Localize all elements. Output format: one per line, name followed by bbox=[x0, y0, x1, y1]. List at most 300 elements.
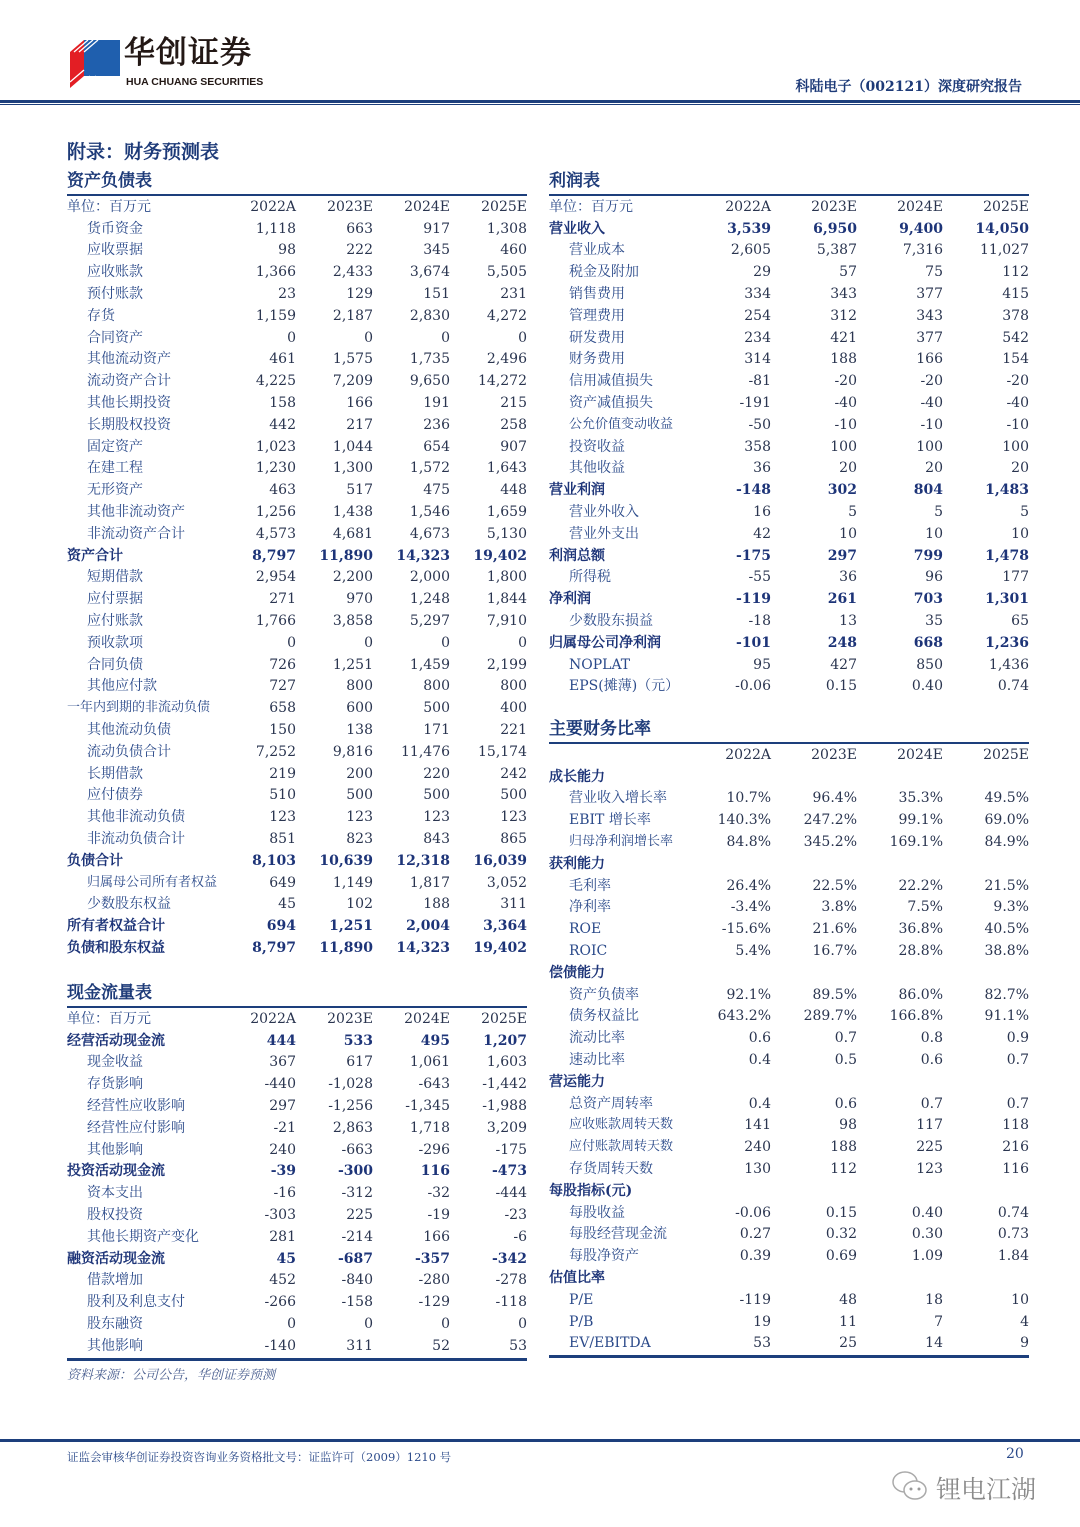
cell-value: 0 bbox=[364, 329, 373, 346]
cell-value: 14,323 bbox=[396, 547, 450, 564]
cell-value: 10 bbox=[1011, 1291, 1029, 1308]
cell-value: 4,681 bbox=[332, 525, 373, 542]
column-header: 2024E bbox=[404, 198, 450, 215]
cell-value: -1,345 bbox=[405, 1098, 450, 1115]
cell-value: 0.9 bbox=[1006, 1030, 1029, 1047]
row-label: 经营活动现金流 bbox=[67, 1032, 165, 1049]
footer-divider bbox=[0, 1439, 1080, 1442]
cell-value: 7,910 bbox=[486, 613, 527, 630]
row-label: EBIT 增长率 bbox=[569, 812, 651, 829]
table-row bbox=[67, 806, 527, 828]
cell-value: 1,207 bbox=[483, 1032, 527, 1049]
cell-value: 703 bbox=[913, 591, 943, 608]
table-row bbox=[67, 1204, 527, 1226]
table-row bbox=[67, 937, 527, 959]
row-label: 每股收益 bbox=[569, 1204, 625, 1221]
table-row bbox=[549, 1245, 1029, 1267]
cell-value: 1,572 bbox=[409, 460, 450, 477]
cell-value: 20 bbox=[1011, 460, 1029, 477]
table-header-row bbox=[67, 1008, 527, 1030]
cell-value: 0.69 bbox=[825, 1248, 857, 1265]
table-row bbox=[549, 875, 1029, 897]
cell-value: 45 bbox=[278, 896, 296, 913]
cell-value: 86.0% bbox=[898, 986, 943, 1003]
cell-value: 188 bbox=[830, 351, 857, 368]
cell-value: 9.3% bbox=[993, 899, 1029, 916]
row-label: 合同负债 bbox=[87, 656, 143, 673]
logo-text: 华创证券 bbox=[124, 35, 252, 71]
cell-value: 517 bbox=[346, 482, 373, 499]
cell-value: -81 bbox=[748, 373, 771, 390]
cell-value: -444 bbox=[495, 1185, 527, 1202]
table-row bbox=[549, 1093, 1029, 1115]
cell-value: 0.6 bbox=[920, 1052, 943, 1069]
cell-value: 0.7 bbox=[1006, 1095, 1029, 1112]
cell-value: 3,539 bbox=[727, 220, 771, 237]
cell-value: 358 bbox=[744, 438, 771, 455]
table-row bbox=[67, 1270, 527, 1292]
cell-value: -342 bbox=[491, 1250, 527, 1267]
table-row bbox=[67, 1095, 527, 1117]
table-row bbox=[67, 414, 527, 436]
cell-value: -20 bbox=[1006, 373, 1029, 390]
cell-value: -16 bbox=[273, 1185, 296, 1202]
cell-value: -20 bbox=[834, 373, 857, 390]
cell-value: -19 bbox=[427, 1207, 450, 1224]
cell-value: 281 bbox=[269, 1228, 296, 1245]
row-label: 短期借款 bbox=[87, 569, 143, 586]
table-row bbox=[67, 1335, 527, 1357]
cell-value: 14,050 bbox=[975, 220, 1029, 237]
table-row bbox=[67, 588, 527, 610]
table-row bbox=[549, 853, 1029, 875]
section-title: 现金流量表 bbox=[67, 983, 152, 1003]
row-label: 预付账款 bbox=[87, 286, 143, 303]
column-header: 2025E bbox=[983, 198, 1029, 215]
table-row bbox=[67, 785, 527, 807]
table-row bbox=[67, 567, 527, 589]
cell-value: 5,130 bbox=[486, 525, 527, 542]
cell-value: 7,252 bbox=[255, 743, 296, 760]
wechat-icon bbox=[890, 1468, 930, 1511]
cell-value: 1,546 bbox=[409, 504, 450, 521]
cell-value: 14 bbox=[925, 1335, 943, 1352]
row-label: 营业成本 bbox=[569, 242, 625, 259]
row-label: 其他流动资产 bbox=[87, 351, 171, 368]
cell-value: 221 bbox=[500, 722, 527, 739]
cell-value: 19 bbox=[753, 1313, 771, 1330]
table-row bbox=[549, 349, 1029, 371]
row-label: 每股净资产 bbox=[569, 1248, 639, 1265]
table-row bbox=[549, 240, 1029, 262]
cell-value: 166.8% bbox=[889, 1008, 943, 1025]
table-row bbox=[549, 897, 1029, 919]
row-label: 股利及利息支付 bbox=[87, 1294, 185, 1311]
cell-value: 130 bbox=[744, 1161, 771, 1178]
cell-value: -101 bbox=[735, 634, 771, 651]
report-title: 科陆电子（002121）深度研究报告 bbox=[795, 79, 1022, 95]
cell-value: -10 bbox=[1006, 416, 1029, 433]
cell-value: 850 bbox=[916, 656, 943, 673]
column-header: 2023E bbox=[811, 198, 857, 215]
cell-value: 367 bbox=[269, 1054, 296, 1071]
cell-value: 1,366 bbox=[255, 264, 296, 281]
table-row bbox=[67, 218, 527, 240]
row-label: 资产负债率 bbox=[569, 986, 639, 1003]
column-header: 2022A bbox=[725, 198, 771, 215]
cell-value: -300 bbox=[337, 1163, 373, 1180]
table-row bbox=[67, 501, 527, 523]
cell-value: 1,766 bbox=[255, 613, 296, 630]
row-label: 流动比率 bbox=[569, 1030, 625, 1047]
table-row bbox=[67, 610, 527, 632]
cell-value: 10 bbox=[839, 525, 857, 542]
cell-value: -0.06 bbox=[735, 1204, 771, 1221]
table-row bbox=[549, 1289, 1029, 1311]
cell-value: 247.2% bbox=[803, 812, 857, 829]
cell-value: 49.5% bbox=[984, 790, 1029, 807]
cell-value: 118 bbox=[1002, 1117, 1029, 1134]
cell-value: 0.27 bbox=[739, 1226, 771, 1243]
cell-value: 800 bbox=[500, 678, 527, 695]
cell-value: 7 bbox=[934, 1313, 943, 1330]
table-row bbox=[67, 349, 527, 371]
cell-value: 158 bbox=[269, 395, 296, 412]
row-label: 存货 bbox=[87, 307, 115, 324]
financial-ratios-table bbox=[549, 716, 1029, 1358]
cell-value: 123 bbox=[916, 1161, 943, 1178]
cell-value: 5 bbox=[934, 504, 943, 521]
cell-value: 240 bbox=[269, 1141, 296, 1158]
cell-value: 0.74 bbox=[997, 678, 1029, 695]
cell-value: 200 bbox=[346, 765, 373, 782]
cell-value: 378 bbox=[1002, 307, 1029, 324]
row-label: 信用减值损失 bbox=[569, 373, 653, 390]
cell-value: -296 bbox=[418, 1141, 450, 1158]
column-header: 2024E bbox=[897, 746, 943, 763]
table-row bbox=[67, 436, 527, 458]
cell-value: 1,603 bbox=[486, 1054, 527, 1071]
cell-value: 2,000 bbox=[409, 569, 450, 586]
row-label: 管理费用 bbox=[569, 307, 625, 324]
cell-value: 1,044 bbox=[332, 438, 373, 455]
company-logo-icon bbox=[70, 40, 120, 88]
cell-value: -840 bbox=[341, 1272, 373, 1289]
cell-value: 98 bbox=[839, 1117, 857, 1134]
cell-value: 0 bbox=[441, 329, 450, 346]
row-label: 归属母公司所有者权益 bbox=[87, 874, 218, 890]
row-label: 其他应付款 bbox=[87, 678, 157, 695]
cell-value: 1,061 bbox=[409, 1054, 450, 1071]
cell-value: 98 bbox=[278, 242, 296, 259]
row-label: 营业收入增长率 bbox=[569, 790, 667, 807]
cell-value: 448 bbox=[500, 482, 527, 499]
cell-value: 36 bbox=[753, 460, 771, 477]
table-row bbox=[549, 831, 1029, 853]
row-label: 所得税 bbox=[569, 569, 611, 586]
cell-value: 6,950 bbox=[813, 220, 857, 237]
column-header: 2025E bbox=[481, 198, 527, 215]
table-row bbox=[549, 523, 1029, 545]
cell-value: 658 bbox=[269, 700, 296, 717]
row-label: 存货周转天数 bbox=[569, 1161, 653, 1178]
table-row bbox=[549, 1267, 1029, 1289]
cell-value: 9,650 bbox=[409, 373, 450, 390]
cell-value: -3.4% bbox=[730, 899, 771, 916]
cell-value: 28.8% bbox=[898, 943, 943, 960]
cell-value: -129 bbox=[418, 1294, 450, 1311]
row-label: 经营性应付影响 bbox=[87, 1119, 185, 1136]
row-label: 资产减值损失 bbox=[569, 395, 653, 412]
cell-value: -1,988 bbox=[482, 1098, 527, 1115]
cell-value: 297 bbox=[269, 1098, 296, 1115]
cell-value: 20 bbox=[925, 460, 943, 477]
cell-value: 95 bbox=[753, 656, 771, 673]
table-header-row bbox=[67, 196, 527, 218]
row-label: P/E bbox=[569, 1291, 594, 1308]
cell-value: 4,673 bbox=[409, 525, 450, 542]
cell-value: 800 bbox=[346, 678, 373, 695]
cell-value: 510 bbox=[269, 787, 296, 804]
row-label: 偿债能力 bbox=[549, 964, 605, 981]
cell-value: 9,816 bbox=[332, 743, 373, 760]
table-row bbox=[549, 436, 1029, 458]
cell-value: 694 bbox=[266, 918, 296, 935]
row-label: 所有者权益合计 bbox=[67, 918, 165, 935]
cell-value: 0.40 bbox=[911, 678, 943, 695]
cell-value: 1,230 bbox=[255, 460, 296, 477]
cell-value: 4,573 bbox=[255, 525, 296, 542]
row-label: 资本支出 bbox=[87, 1185, 143, 1202]
cell-value: -280 bbox=[418, 1272, 450, 1289]
table-row bbox=[549, 1049, 1029, 1071]
cell-value: 542 bbox=[1002, 329, 1029, 346]
cell-value: 3,858 bbox=[332, 613, 373, 630]
cell-value: 36 bbox=[839, 569, 857, 586]
cell-value: 123 bbox=[423, 809, 450, 826]
cell-value: 452 bbox=[269, 1272, 296, 1289]
page-title: 附录：财务预测表 bbox=[67, 141, 220, 163]
cell-value: 3,364 bbox=[483, 918, 527, 935]
cell-value: 377 bbox=[916, 286, 943, 303]
cell-value: 48 bbox=[839, 1291, 857, 1308]
row-label: 营业外收入 bbox=[569, 504, 639, 521]
cell-value: 0 bbox=[518, 634, 527, 651]
cell-value: -15.6% bbox=[721, 921, 771, 938]
row-label: 应收账款 bbox=[87, 264, 143, 281]
row-label: 其他长期资产变化 bbox=[87, 1228, 199, 1245]
cell-value: 99.1% bbox=[898, 812, 943, 829]
table-row bbox=[67, 915, 527, 937]
cell-value: 254 bbox=[744, 307, 771, 324]
cell-value: 643.2% bbox=[717, 1008, 771, 1025]
table-row bbox=[67, 676, 527, 698]
cell-value: 14,272 bbox=[478, 373, 527, 390]
cell-value: 112 bbox=[1002, 264, 1029, 281]
cell-value: 129 bbox=[346, 286, 373, 303]
cell-value: 726 bbox=[269, 656, 296, 673]
cell-value: 843 bbox=[423, 831, 450, 847]
row-label: 税金及附加 bbox=[569, 264, 639, 281]
column-header: 2022A bbox=[250, 1010, 296, 1027]
cell-value: 421 bbox=[830, 329, 857, 346]
cell-value: 1,438 bbox=[332, 504, 373, 521]
cell-value: 11,890 bbox=[319, 939, 373, 956]
row-label: 一年内到期的非流动负债 bbox=[67, 700, 211, 716]
cell-value: 177 bbox=[1002, 569, 1029, 586]
cell-value: 171 bbox=[423, 722, 450, 739]
cell-value: 82.7% bbox=[984, 986, 1029, 1003]
table-header-row bbox=[549, 744, 1029, 766]
cell-value: -32 bbox=[427, 1185, 450, 1202]
cell-value: 112 bbox=[830, 1161, 857, 1178]
section-title: 利润表 bbox=[549, 171, 600, 191]
cell-value: -643 bbox=[418, 1076, 450, 1093]
cell-value: 25 bbox=[839, 1335, 857, 1352]
table-row bbox=[549, 1027, 1029, 1049]
row-label: 速动比率 bbox=[569, 1052, 625, 1069]
cell-value: 166 bbox=[423, 1228, 450, 1245]
row-label: NOPLAT bbox=[569, 656, 631, 673]
cell-value: -55 bbox=[748, 569, 771, 586]
cell-value: 0.4 bbox=[748, 1052, 771, 1069]
table-row bbox=[67, 872, 527, 894]
logo-subtitle: HUA CHUANG SECURITIES bbox=[126, 76, 264, 88]
cell-value: -140 bbox=[264, 1337, 296, 1354]
row-label: 其他影响 bbox=[87, 1141, 143, 1158]
cell-value: 96 bbox=[925, 569, 943, 586]
cell-value: 1,643 bbox=[486, 460, 527, 477]
cell-value: 123 bbox=[269, 809, 296, 826]
cell-value: 2,187 bbox=[332, 307, 373, 324]
cell-value: 0 bbox=[364, 634, 373, 651]
column-header: 2024E bbox=[897, 198, 943, 215]
table-row bbox=[67, 1117, 527, 1139]
cell-value: 16 bbox=[753, 504, 771, 521]
cell-value: -148 bbox=[735, 482, 771, 499]
cell-value: 727 bbox=[269, 678, 296, 695]
row-label: 投资收益 bbox=[569, 438, 625, 455]
balance-sheet-table bbox=[67, 168, 527, 959]
section-title: 资产负债表 bbox=[67, 171, 152, 191]
cell-value: 311 bbox=[500, 896, 527, 913]
cell-value: 0.6 bbox=[748, 1030, 771, 1047]
cell-value: 500 bbox=[500, 787, 527, 804]
cell-value: 2,830 bbox=[409, 307, 450, 324]
cell-value: 154 bbox=[1002, 351, 1029, 368]
row-label: 货币资金 bbox=[87, 220, 143, 237]
row-label: 财务费用 bbox=[569, 351, 625, 368]
cell-value: 5.4% bbox=[735, 943, 771, 960]
page-number: 20 bbox=[1006, 1446, 1024, 1462]
cell-value: 377 bbox=[916, 329, 943, 346]
cell-value: 302 bbox=[827, 482, 857, 499]
table-row bbox=[549, 370, 1029, 392]
row-label: 合同资产 bbox=[87, 329, 143, 346]
table-row bbox=[67, 1073, 527, 1095]
cell-value: 444 bbox=[266, 1032, 296, 1049]
cell-value: 52 bbox=[432, 1337, 450, 1354]
table-row bbox=[67, 1161, 527, 1183]
row-label: 其他非流动资产 bbox=[87, 504, 185, 521]
table-row bbox=[67, 305, 527, 327]
table-header-row bbox=[549, 196, 1029, 218]
cell-value: 21.6% bbox=[812, 921, 857, 938]
watermark-text: 锂电江湖 bbox=[936, 1474, 1037, 1504]
table-row bbox=[549, 305, 1029, 327]
table-row bbox=[67, 697, 527, 719]
table-row bbox=[67, 370, 527, 392]
cell-value: 1,248 bbox=[409, 591, 450, 608]
table-row bbox=[549, 1115, 1029, 1137]
cell-value: -119 bbox=[739, 1291, 771, 1308]
cell-value: 5,505 bbox=[486, 264, 527, 281]
row-label: 预收款项 bbox=[87, 634, 143, 651]
table-row bbox=[67, 240, 527, 262]
cell-value: 21.5% bbox=[984, 877, 1029, 894]
row-label: 营运能力 bbox=[549, 1073, 605, 1090]
cell-value: 102 bbox=[346, 896, 373, 913]
cell-value: 970 bbox=[346, 591, 373, 608]
table-row bbox=[67, 850, 527, 872]
cell-value: 151 bbox=[423, 286, 450, 303]
table-row bbox=[549, 392, 1029, 414]
table-row bbox=[549, 962, 1029, 984]
row-label: 净利率 bbox=[569, 899, 611, 916]
cell-value: 1,817 bbox=[409, 874, 450, 891]
cell-value: 0 bbox=[287, 329, 296, 346]
cell-value: 865 bbox=[500, 831, 527, 847]
cell-value: 461 bbox=[269, 351, 296, 368]
cell-value: 8,103 bbox=[252, 852, 296, 869]
cell-value: 823 bbox=[346, 831, 373, 847]
table-row bbox=[549, 283, 1029, 305]
cell-value: 57 bbox=[839, 264, 857, 281]
table-row bbox=[67, 523, 527, 545]
cell-value: 22.2% bbox=[898, 877, 943, 894]
column-header: 2023E bbox=[811, 746, 857, 763]
column-header: 2023E bbox=[327, 198, 373, 215]
cell-value: 18 bbox=[925, 1291, 943, 1308]
table-row bbox=[549, 984, 1029, 1006]
cell-value: 92.1% bbox=[726, 986, 771, 1003]
cell-value: 7.5% bbox=[907, 899, 943, 916]
cell-value: 222 bbox=[346, 242, 373, 259]
cell-value: 36.8% bbox=[898, 921, 943, 938]
table-row bbox=[549, 479, 1029, 501]
cell-value: 14,323 bbox=[396, 939, 450, 956]
cell-value: 3,674 bbox=[409, 264, 450, 281]
cell-value: 7,209 bbox=[332, 373, 373, 390]
table-row bbox=[549, 1071, 1029, 1093]
cell-value: -40 bbox=[834, 395, 857, 412]
table-row bbox=[549, 918, 1029, 940]
cell-value: -40 bbox=[920, 395, 943, 412]
cell-value: 69.0% bbox=[984, 812, 1029, 829]
table-row bbox=[549, 588, 1029, 610]
cell-value: 0.40 bbox=[911, 1204, 943, 1221]
cell-value: 29 bbox=[753, 264, 771, 281]
table-row bbox=[549, 414, 1029, 436]
cell-value: 191 bbox=[423, 395, 450, 412]
cell-value: -663 bbox=[341, 1141, 373, 1158]
cell-value: 225 bbox=[916, 1139, 943, 1156]
cell-value: 10.7% bbox=[726, 790, 771, 807]
row-label: 销售费用 bbox=[569, 286, 625, 303]
row-label: 净利润 bbox=[549, 591, 591, 608]
cell-value: 0 bbox=[287, 1316, 296, 1333]
cell-value: -312 bbox=[341, 1185, 373, 1202]
